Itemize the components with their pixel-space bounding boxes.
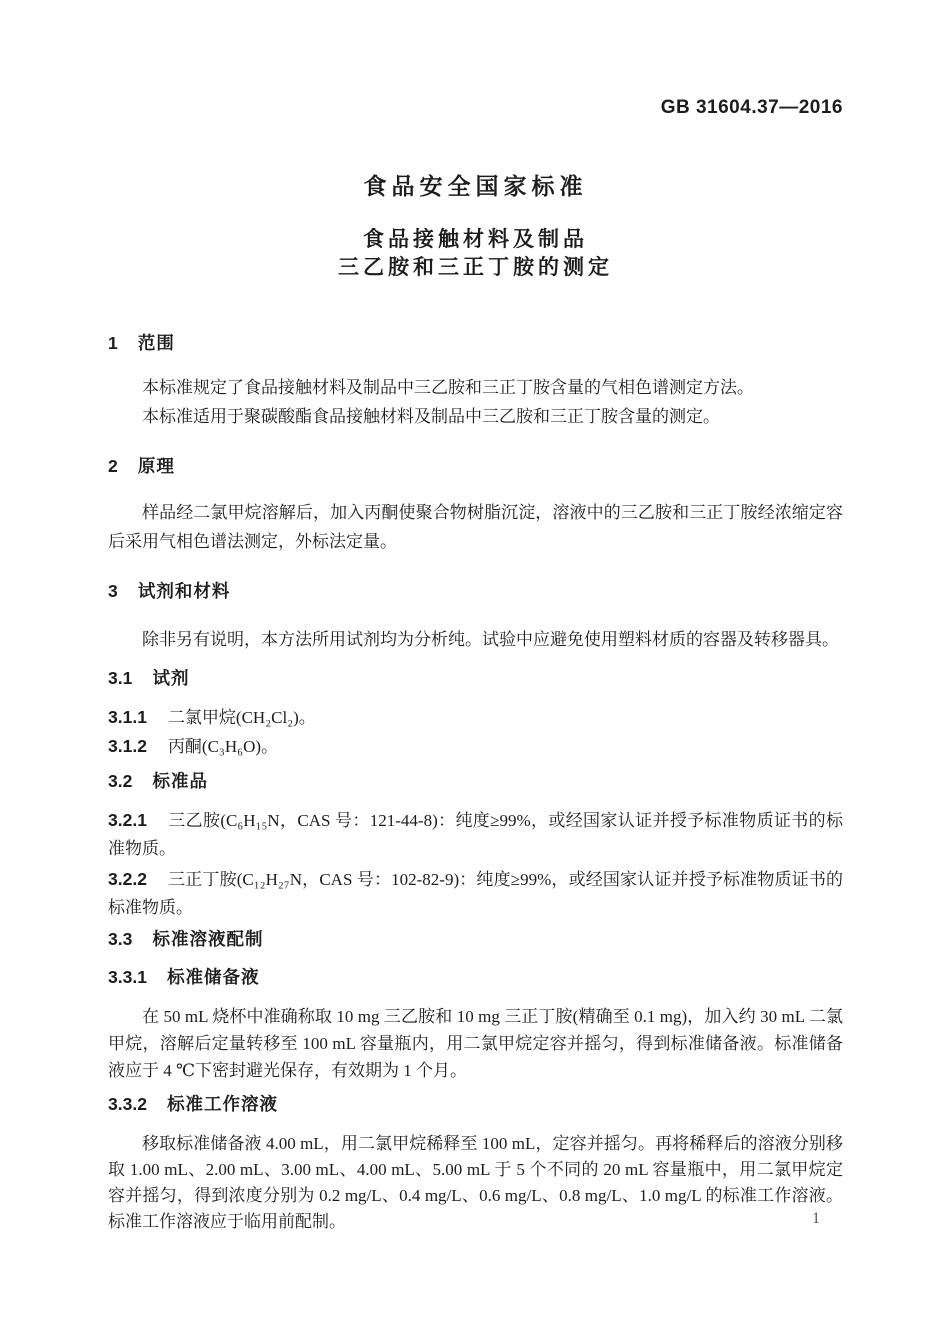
section-3-3-1-number: 3.3.1 [108,967,147,987]
clause-3-2-1 [108,806,843,863]
subtitle-line-1: 食品接触材料及制品 [363,228,588,251]
section-3-3-1-heading [108,966,843,988]
section-3-paragraph-1: 除非另有说明，本方法所用试剂均为分析纯。试验中应避免使用塑料材质的容器及转移器具。 [142,630,839,649]
section-3-1-number: 3.1 [108,668,133,688]
page-number: 1 [812,1210,820,1227]
section-2-paragraph-1: 样品经二氯甲烷溶解后，加入丙酮使聚合物树脂沉淀，溶液中的三乙胺和三正丁胺经浓缩定容后采用气相色谱法测定，外标法定量。 [108,503,843,551]
clause-3-2-2 [108,865,843,922]
section-2-title: 原理 [137,456,175,476]
clause-3-1-2 [108,732,843,761]
section-1-title: 范围 [137,333,175,353]
section-1-paragraph-2: 本标准适用于聚碳酸酯食品接触材料及制品中三乙胺和三正丁胺含量的测定。 [142,407,720,426]
section-3-3-1-paragraph-1: 在 50 mL 烧杯中准确称取 10 mg 三乙胺和 10 mg 三正丁胺(精确至 0.1 mg)，加入约 30 mL 二氯甲烷，溶解后定量转移至 100 mL 容量瓶内，用二氯甲烷定容并摇匀，得到标准储备液。标准储备液应于 4 ℃下密封避光保存，有效期为 1 个月。 [108,1007,843,1080]
standard-name: 食品安全国家标准 [363,173,588,199]
clause-3-2-2-number: 3.2.2 [108,869,147,889]
clause-3-1-1-number: 3.1.1 [108,707,147,727]
section-3-3-2-heading [108,1093,843,1115]
clause-3-2-1-text: 三乙胺(C₆H₁₅N，CAS 号：121-44-8)：纯度≥99%，或经国家认证并授予标准物质证书的标准物质。 [108,811,843,858]
section-3-3-heading [108,928,843,950]
section-3-3-2-paragraph-1: 移取标准储备液 4.00 mL，用二氯甲烷稀释至 100 mL，定容并摇匀。再将稀释后的溶液分别移取 1.00 mL、2.00 mL、3.00 mL、4.00 mL、5.00 mL 于 5 个不同的 20 mL 容量瓶中，用二氯甲烷定容并摇匀，得到浓度分别为 0.2 mg/L、0.4 mg/L、0.6 mg/L、0.8 mg/L、1.0 mg/L 的标准工作溶液。标准工作溶液应于临用前配制。 [108,1134,843,1231]
section-3-2-number: 3.2 [108,771,133,791]
section-3-3-2-title: 标准工作溶液 [167,1094,279,1114]
section-3-3-1-title: 标准储备液 [167,967,260,987]
standard-code: GB 31604.37—2016 [660,97,843,118]
subtitle-line-2: 三乙胺和三正丁胺的测定 [338,256,613,279]
section-1-heading [108,332,843,354]
section-3-title: 试剂和材料 [137,581,231,601]
section-3-2-title: 标准品 [152,771,208,791]
section-3-2-heading [108,770,843,792]
section-3-3-title: 标准溶液配制 [152,929,264,949]
section-3-3-number: 3.3 [108,929,133,949]
clause-3-1-2-number: 3.1.2 [108,736,147,756]
section-3-heading [108,580,843,602]
section-2-heading [108,455,843,477]
standard-subtitle [108,226,843,282]
section-3-3-2-number: 3.3.2 [108,1094,147,1114]
section-3-1-heading [108,667,843,689]
clause-3-1-1 [108,703,843,732]
section-3-number: 3 [108,581,118,601]
section-1-number: 1 [108,333,118,353]
section-1-paragraph-1: 本标准规定了食品接触材料及制品中三乙胺和三正丁胺含量的气相色谱测定方法。 [142,378,754,397]
clause-3-1-1-text: 二氯甲烷(CH₂Cl₂)。 [167,708,316,727]
section-3-1-title: 试剂 [152,668,190,688]
clause-3-2-1-number: 3.2.1 [108,810,147,830]
clause-3-2-2-text: 三正丁胺(C₁₂H₂₇N，CAS 号：102-82-9)：纯度≥99%，或经国家认证并授予标准物质证书的标准物质。 [108,870,843,917]
section-2-number: 2 [108,456,118,476]
clause-3-1-2-text: 丙酮(C₃H₆O)。 [167,737,279,756]
